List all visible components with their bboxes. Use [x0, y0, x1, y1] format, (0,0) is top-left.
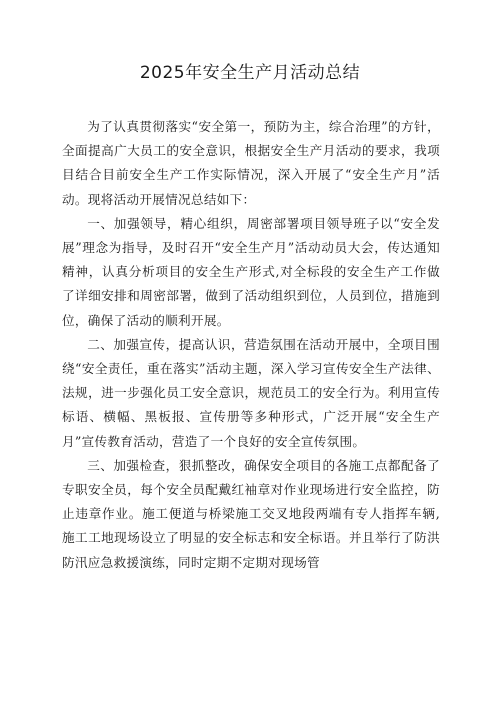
intro-paragraph: 为了认真贯彻落实“安全第一，预防为主，综合治理”的方针，全面提高广大员工的安全意识，根据安全生产月活动的要求，我项目结合目前安全生产工作实际情况，深入开展了“安全生产月”活动。现将活动开展情况总结如下： [62, 119, 440, 207]
document-body [62, 115, 440, 575]
section-one-paragraph: 一、加强领导，精心组织，周密部署项目领导班子以“安全发展”理念为指导，及时召开“安全生产月”活动动员大会，传达通知精神，认真分析项目的安全生产形式,对全标段的安全生产工作做了详细安排和周密部署，做到了活动组织到位，人员到位，措施到位，确保了活动的顺利开展。 [62, 215, 440, 328]
section-three-paragraph: 三、加强检查，狠抓整改，确保安全项目的各施工点都配备了专职安全员，每个安全员配戴红袖章对作业现场进行安全监控，防止违章作业。施工便道与桥梁施工交叉地段两端有专人指挥车辆,施工工地现场设立了明显的安全标志和安全标语。并且举行了防洪防汛应急救援演练，同时定期不定期对现场管 [62, 457, 440, 570]
document-title: 2025年安全生产月活动总结 [139, 63, 361, 83]
section-two-paragraph: 二、加强宣传，提高认识，营造氛围在活动开展中，全项目围绕“安全责任，重在落实”活动主题，深入学习宣传安全生产法律、法规，进一步强化员工安全意识，规范员工的安全行为。利用宣传标语、横幅、黑板报、宣传册等多种形式，广泛开展“安全生产月”宣传教育活动，营造了一个良好的安全宣传氛围。 [62, 336, 440, 449]
